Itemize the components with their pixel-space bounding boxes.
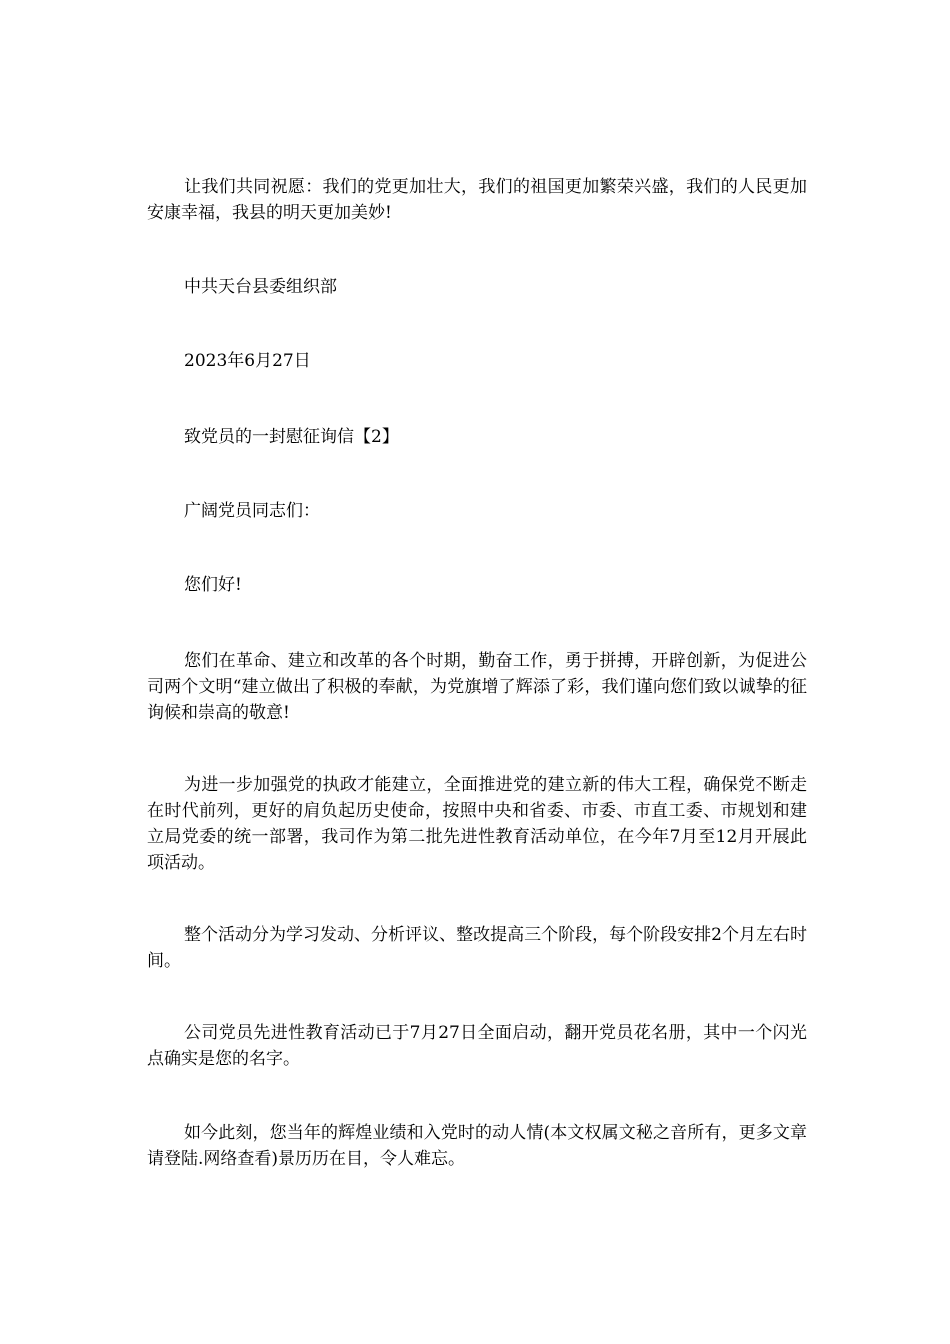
body-paragraph-stages: 整个活动分为学习发动、分析评议、整改提高三个阶段，每个阶段安排2个月左右时间。 bbox=[147, 925, 807, 971]
body-paragraph-memories: 如今此刻，您当年的辉煌业绩和入党时的动人情(本文权属文秘之音所有，更多文章请登陆.网络查看)景历历在目，令人难忘。 bbox=[147, 1123, 807, 1169]
body-paragraph-launch: 公司党员先进性教育活动已于7月27日全面启动，翻开党员花名册，其中一个闪光点确实是您的名字。 bbox=[147, 1023, 807, 1069]
signature-organization: 中共天台县委组织部 bbox=[184, 277, 337, 297]
salutation: 广阔党员同志们： bbox=[184, 501, 320, 521]
body-paragraph-gratitude: 您们在革命、建立和改革的各个时期，勤奋工作，勇于拼搏，开辟创新，为促进公司两个文明“建立做出了积极的奉献，为党旗增了辉添了彩，我们谨向您们致以诚挚的征询候和崇高的敬意! bbox=[147, 651, 807, 723]
closing-wish-paragraph: 让我们共同祝愿：我们的党更加壮大，我们的祖国更加繁荣兴盛，我们的人民更加安康幸福，我县的明天更加美妙! bbox=[147, 177, 807, 223]
body-paragraph-purpose: 为进一步加强党的执政才能建立，全面推进党的建立新的伟大工程，确保党不断走在时代前列，更好的肩负起历史使命，按照中央和省委、市委、市直工委、市规划和建立局党委的统一部署，我司作为第二批先进性教育活动单位，在今年7月至12月开展此项活动。 bbox=[147, 775, 807, 873]
letter-title: 致党员的一封慰征询信【2】 bbox=[184, 427, 399, 447]
greeting: 您们好! bbox=[184, 575, 242, 595]
signature-date: 2023年6月27日 bbox=[184, 351, 311, 371]
